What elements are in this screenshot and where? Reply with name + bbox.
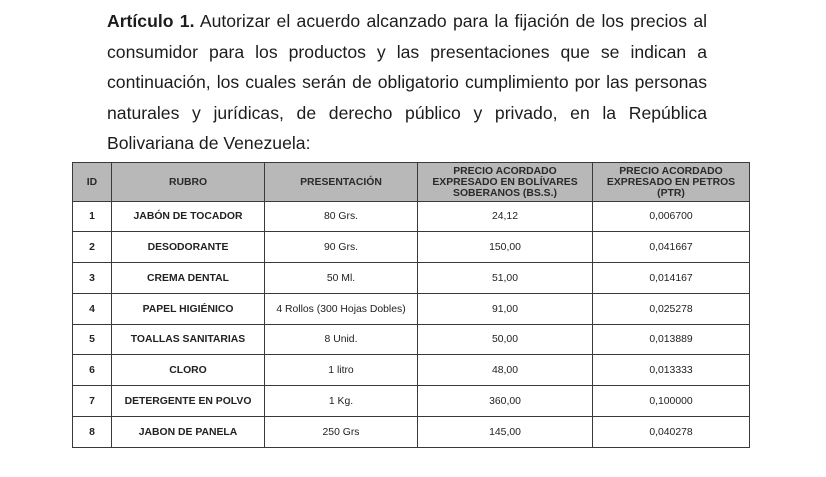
cell-precio-bs: 145,00: [418, 417, 593, 448]
cell-rubro: JABÓN DE TOCADOR: [112, 202, 265, 232]
cell-id: 4: [73, 294, 112, 325]
cell-precio-ptr: 0,014167: [593, 263, 750, 294]
cell-id: 2: [73, 232, 112, 263]
price-table: [72, 162, 750, 448]
cell-rubro: CLORO: [112, 355, 265, 386]
article-text: Autorizar el acuerdo alcanzado para la fijación de los precios al consumidor para los productos y las presentaciones que se indican a continuación, los cuales serán de obligatorio cumplimiento por las personas naturales y jurídicas, de derecho público y privado, en la República Bolivariana de Venezuela:: [107, 11, 708, 154]
cell-rubro: DETERGENTE EN POLVO: [112, 386, 265, 417]
header-presentacion: PRESENTACIÓN: [265, 163, 418, 202]
cell-id: 7: [73, 386, 112, 417]
cell-precio-ptr: 0,025278: [593, 294, 750, 325]
header-id: ID: [73, 163, 112, 202]
cell-id: 1: [73, 202, 112, 232]
table-row: [73, 263, 750, 294]
table-row: [73, 294, 750, 325]
cell-precio-bs: 91,00: [418, 294, 593, 325]
cell-presentacion: 50 Ml.: [265, 263, 418, 294]
cell-rubro: JABON DE PANELA: [112, 417, 265, 448]
header-precio-bs: PRECIO ACORDADO EXPRESADO EN BOLÍVARES SOBERANOS (BS.S.): [418, 163, 593, 202]
cell-precio-ptr: 0,013889: [593, 325, 750, 355]
cell-rubro: TOALLAS SANITARIAS: [112, 325, 265, 355]
table-header-row: [73, 163, 750, 202]
table-row: [73, 386, 750, 417]
cell-precio-ptr: 0,006700: [593, 202, 750, 232]
table-row: [73, 232, 750, 263]
cell-presentacion: 250 Grs: [265, 417, 418, 448]
cell-rubro: CREMA DENTAL: [112, 263, 265, 294]
cell-rubro: DESODORANTE: [112, 232, 265, 263]
cell-precio-ptr: 0,041667: [593, 232, 750, 263]
cell-presentacion: 8 Unid.: [265, 325, 418, 355]
header-rubro: RUBRO: [112, 163, 265, 202]
cell-precio-bs: 360,00: [418, 386, 593, 417]
cell-precio-ptr: 0,100000: [593, 386, 750, 417]
cell-presentacion: 1 Kg.: [265, 386, 418, 417]
article-paragraph: [107, 6, 707, 159]
cell-precio-bs: 51,00: [418, 263, 593, 294]
header-precio-ptr: PRECIO ACORDADO EXPRESADO EN PETROS (PTR): [593, 163, 750, 202]
cell-id: 5: [73, 325, 112, 355]
cell-presentacion: 80 Grs.: [265, 202, 418, 232]
cell-precio-bs: 50,00: [418, 325, 593, 355]
table-row: [73, 355, 750, 386]
cell-presentacion: 4 Rollos (300 Hojas Dobles): [265, 294, 418, 325]
cell-precio-bs: 48,00: [418, 355, 593, 386]
article-label: Artículo 1.: [107, 11, 195, 31]
cell-precio-ptr: 0,040278: [593, 417, 750, 448]
cell-precio-bs: 150,00: [418, 232, 593, 263]
cell-id: 3: [73, 263, 112, 294]
cell-presentacion: 90 Grs.: [265, 232, 418, 263]
table-row: [73, 417, 750, 448]
table-row: [73, 325, 750, 355]
cell-id: 6: [73, 355, 112, 386]
cell-precio-ptr: 0,013333: [593, 355, 750, 386]
cell-precio-bs: 24,12: [418, 202, 593, 232]
cell-presentacion: 1 litro: [265, 355, 418, 386]
cell-id: 8: [73, 417, 112, 448]
table-row: [73, 202, 750, 232]
cell-rubro: PAPEL HIGIÉNICO: [112, 294, 265, 325]
